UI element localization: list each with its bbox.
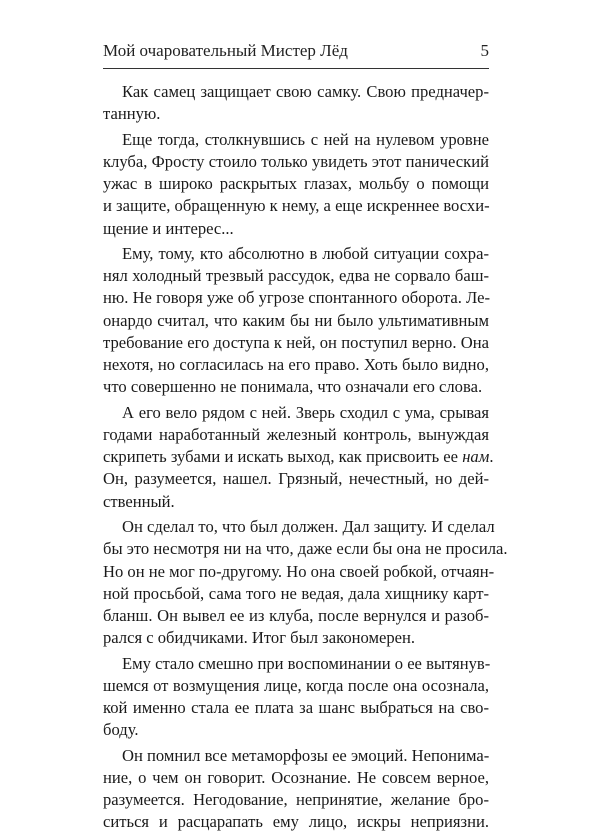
text-line: ужас в широко раскрытых глазах, мольбу о помощи — [103, 174, 489, 194]
text-line: Он помнил все метаморфозы ее эмоций. Непонима- — [122, 745, 490, 765]
text-line: рался с обидчиками. Итог был закономерен. — [103, 628, 416, 648]
paragraph — [103, 129, 489, 240]
text-line: бланш. Он вывел ее из клуба, после вернулся и разоб- — [103, 605, 489, 625]
text-line: разумеется. Негодование, непринятие, желание бро- — [103, 790, 489, 810]
paragraph — [103, 81, 489, 125]
text-line: боду. — [103, 720, 139, 740]
text-line: Как самец защищает свою самку. Свою предначер- — [122, 82, 489, 101]
text-line: ситься и расцарапать ему лицо, искры неприязни. — [103, 812, 489, 832]
text-line: клуба, Фросту стоило только увидеть этот панический — [103, 151, 489, 171]
text-line: шемся от возмущения лице, когда после она осознала, — [103, 675, 489, 695]
text-line: нял холодный трезвый рассудок, едва не сорвало баш- — [103, 266, 489, 286]
text-line: требование его доступа к ней, он поступил верно. Она — [103, 332, 489, 352]
text-line: Ему, тому, кто абсолютно в любой ситуации сохра- — [122, 244, 489, 264]
text-line: Он, разумеется, нашел. Грязный, нечестный, но дей- — [103, 469, 489, 489]
text-line: А его вело рядом с ней. Зверь сходил с ума, срывая — [122, 402, 489, 422]
book-title: Мой очаровательный Мистер Лёд — [103, 41, 348, 60]
running-header — [103, 40, 489, 64]
paragraph — [103, 745, 489, 834]
text-line: что совершенно не понимала, что означали его слова. — [103, 377, 483, 397]
text-line: танную. — [103, 104, 161, 124]
text-line: ню. Не говоря уже об угрозе спонтанного оборота. Ле- — [103, 288, 491, 308]
text-line: нехотя, но согласилась на его право. Хоть было видно, — [103, 355, 489, 375]
text-line: годами наработанный железный контроль, вынуждая — [103, 424, 489, 444]
text-line: Но он не мог по-другому. Но она своей робкой, отчаян- — [103, 561, 495, 581]
text-line: ственный. — [103, 491, 175, 511]
text-line: кой именно стала ее плата за шанс выбраться на сво- — [103, 698, 489, 718]
text-line: скрипеть зубами и искать выход, как присвоить ее нам. — [103, 447, 494, 467]
paragraph — [103, 243, 489, 398]
text-line: и защите, обращенную к нему, а еще искреннее восхи- — [103, 196, 490, 216]
paragraph — [103, 516, 508, 649]
text-line: Он сделал то, что был должен. Дал защиту. И сделал — [122, 517, 495, 537]
header-rule — [103, 68, 489, 69]
body-text — [103, 81, 508, 834]
paragraph — [103, 653, 489, 742]
text-line: онардо считал, что каким бы ни было ультимативным — [103, 310, 489, 330]
text-line: ние, о чем он говорит. Осознание. Не совсем верное, — [103, 767, 489, 787]
text-line: Ему стало смешно при воспоминании о ее вытянув- — [122, 653, 491, 673]
paragraph — [103, 402, 494, 513]
text-line: ной просьбой, сама того не ведая, дала хищнику карт- — [103, 583, 489, 603]
text-line: щение и интерес... — [103, 218, 234, 238]
text-line: бы это несмотря ни на что, даже если бы она не просила. — [103, 539, 508, 559]
text-line: Еще тогда, столкнувшись с ней на нулевом уровне — [122, 129, 489, 149]
page-number: 5 — [480, 41, 489, 60]
